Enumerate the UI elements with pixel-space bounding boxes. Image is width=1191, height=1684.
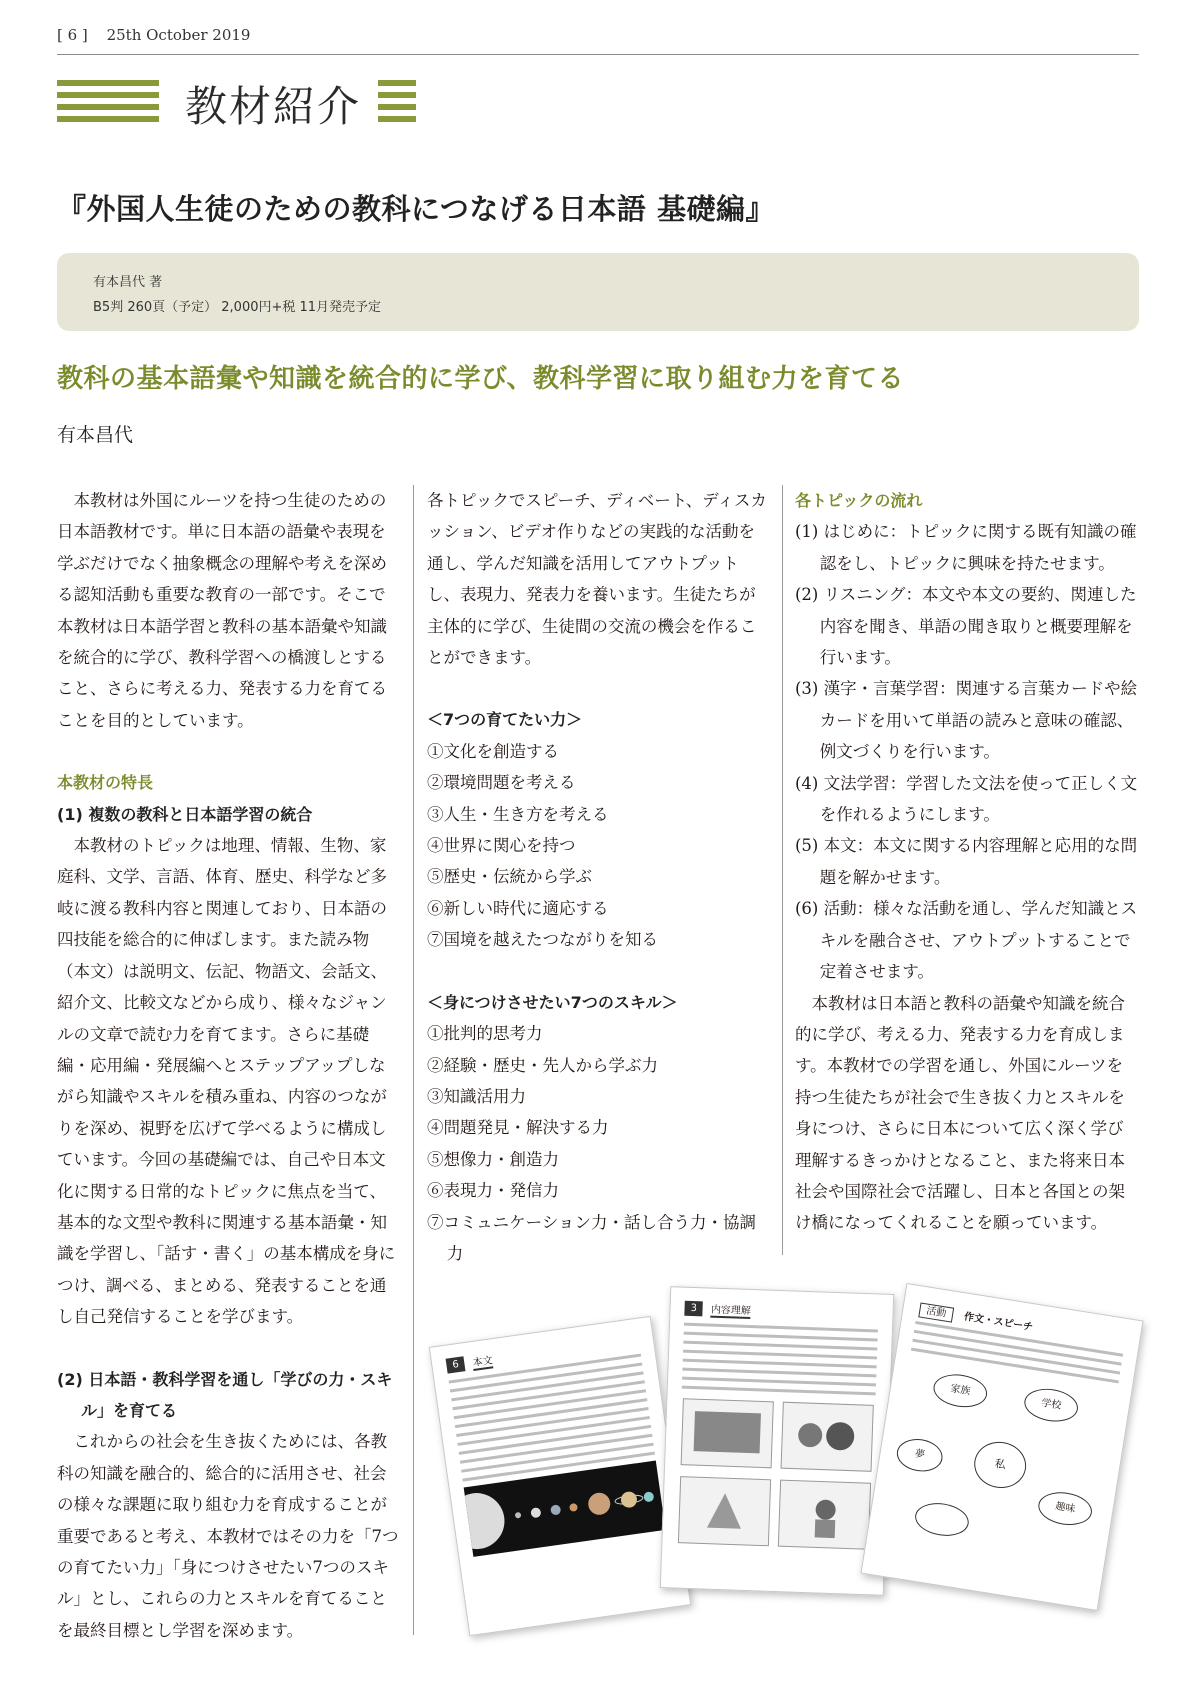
power-item: ③人生・生き方を考える (427, 804, 609, 824)
power-item: ②環境問題を考える (427, 773, 576, 793)
sample-page-activity (860, 1283, 1143, 1611)
sample-page-number: 3 (684, 1301, 703, 1317)
mind-map-center: 私 (971, 1438, 1030, 1492)
skills-heading: ＜身につけさせたい7つのスキル＞ (427, 992, 678, 1012)
power-item: ①文化を創造する (427, 741, 559, 761)
flow-item: (2) リスニング：本文や本文の要約、関連した内容を聞き、単語の聞き取りと概要理解を行います。 (795, 585, 1137, 668)
mind-map-bubble: 家族 (931, 1371, 989, 1411)
spec-line: B5判 260頁（予定） 2,000円+税 11月発売予定 (93, 300, 382, 315)
book-info-box (57, 253, 1139, 331)
book-title: 『外国人生徒のための教科につなげる日本語 基礎編』 (57, 192, 776, 226)
issue-date: 25th October 2019 (106, 26, 251, 44)
closing-paragraph: 本教材は日本語と教科の語彙や知識を統合的に学び、考える力、発表する力を育成します。本教材での学習を通し、外国にルーツを持つ生徒たちが社会で生き抜く力とスキルを身につけ、さらに日本について広く深く学び理解するきっかけとなること、また将来日本社会や国際社会で活躍し、日本と各国との架け橋になってくれることを願っています。 (795, 993, 1125, 1233)
mind-map-illustration (882, 1356, 1118, 1567)
sample-page-tab: 本文 (472, 1351, 494, 1371)
powers-heading: ＜7つの育てたい力＞ (427, 710, 583, 730)
skill-item: ⑥表現力・発信力 (427, 1181, 559, 1201)
mind-map-bubble: 夢 (894, 1436, 944, 1475)
flow-item: (1) はじめに：トピックに関する既有知識の確認をし、トピックに興味を持たせます。 (795, 522, 1137, 573)
power-item: ⑥新しい時代に適応する (427, 898, 609, 918)
feature-2-heading: (2) 日本語・教科学習を通し「学びの力・スキル」を育てる (57, 1369, 393, 1420)
column-1 (57, 485, 400, 1646)
features-heading: 本教材の特長 (57, 773, 154, 793)
skill-item: ②経験・歴史・先人から学ぶ力 (427, 1055, 658, 1075)
sample-page-comprehension (660, 1286, 894, 1596)
power-item: ⑤歴史・伝統から学ぶ (427, 867, 592, 887)
section-title: 教材紹介 (185, 82, 362, 131)
mind-map-bubble: 学校 (1022, 1385, 1080, 1425)
power-item: ⑦国境を越えたつながりを知る (427, 930, 658, 950)
flow-item: (3) 漢字・言葉学習：関連する言葉カードや絵カードを用いて単語の読みと意味の確認、例文づくりを行います。 (795, 679, 1138, 762)
skill-item: ⑦コミュニケーション力・話し合う力・協調力 (427, 1212, 757, 1263)
decorative-stripes-left (57, 80, 159, 128)
sample-page-tab: 内容理解 (711, 1301, 752, 1319)
sample-page-number: 6 (446, 1356, 466, 1373)
flow-item: (5) 本文：本文に関する内容理解と応用的な問題を解かせます。 (795, 836, 1138, 887)
mind-map-empty-bubble (913, 1499, 971, 1539)
decorative-stripes-right (378, 80, 416, 128)
skill-item: ④問題発見・解決する力 (427, 1118, 609, 1138)
feature-2-text: これからの社会を生き抜くためには、各教科の知識を融合的、総合的に活用させ、社会の様々な課題に取り組む力を育成することが重要であると考え、本教材ではその力を「7つの育てたい力」「身につけさせたい7つのスキル」とし、これらの力とスキルを育てることを最終目標とし学習を深めます。 (57, 1432, 399, 1640)
page-number: [ 6 ] (57, 26, 88, 44)
skill-item: ③知識活用力 (427, 1086, 526, 1106)
article-headline: 教科の基本語彙や知識を統合的に学び、教科学習に取り組む力を育てる (57, 364, 904, 394)
sample-page-subtitle: 作文・スピーチ (963, 1311, 1034, 1334)
flow-item: (6) 活動：様々な活動を通し、学んだ知識とスキルを融合させ、アウトプットすることで定着させます。 (795, 899, 1138, 982)
sample-page-tab: 活動 (918, 1302, 954, 1322)
sample-page-reading (429, 1316, 691, 1636)
page-header (57, 26, 1139, 55)
power-item: ④世界に関心を持つ (427, 836, 576, 856)
picture-grid-illustration (676, 1397, 875, 1554)
article-byline: 有本昌代 (57, 424, 134, 446)
feature-1-heading: (1) 複数の教科と日本語学習の統合 (57, 804, 313, 824)
mind-map-bubble: 趣味 (1036, 1489, 1094, 1529)
skill-item: ⑤想像力・創造力 (427, 1149, 559, 1169)
flow-heading: 各トピックの流れ (795, 491, 923, 510)
column-3 (795, 485, 1139, 1239)
feature-1-text: 本教材のトピックは地理、情報、生物、家庭科、文学、言語、体育、歴史、科学など多岐に渡る教科内容と関連しており、日本語の四技能を総合的に伸ばします。また読み物（本文）は説明文、伝記、物語文、会話文、紹介文、比較文などから成り、様々なジャンルの文章で読む力を育てます。さらに基礎編・応用編・発展編へとステップアップしながら知識やスキルを積み重ね、内容のつながりを深め、視野を広げて学べるように構成しています。今回の基礎編では、自己や日本文化に関する日常的なトピックに焦点を当て、基本的な文型や教科に関連する基本語彙・知識を学習し、「話す・書く」の基本構成を身につけ、調べる、まとめる、発表することを通し自己発信することを学びます。 (57, 836, 396, 1327)
column-divider (413, 485, 414, 1635)
activities-paragraph: 各トピックでスピーチ、ディベート、ディスカッション、ビデオ作りなどの実践的な活動を通し、学んだ知識を活用してアウトプットし、表現力、発表力を養います。生徒たちが主体的に学び、生徒間の交流の機会を作ることができます。 (427, 491, 767, 668)
skill-item: ①批判的思考力 (427, 1024, 543, 1044)
flow-item: (4) 文法学習：学習した文法を使って正しく文を作れるようにします。 (795, 773, 1138, 825)
author-line: 有本昌代 著 (93, 275, 163, 290)
column-2 (427, 485, 769, 1269)
intro-paragraph: 本教材は外国にルーツを持つ生徒のための日本語教材です。単に日本語の語彙や表現を学ぶだけでなく抽象概念の理解や考えを深める認知活動も重要な教育の一部です。そこで本教材は日本語学習と教科の基本語彙や知識を統合的に学び、教科学習への橋渡しとすること、さらに考える力、発表する力を育てることを目的としています。 (57, 491, 387, 730)
column-divider (782, 485, 783, 1255)
